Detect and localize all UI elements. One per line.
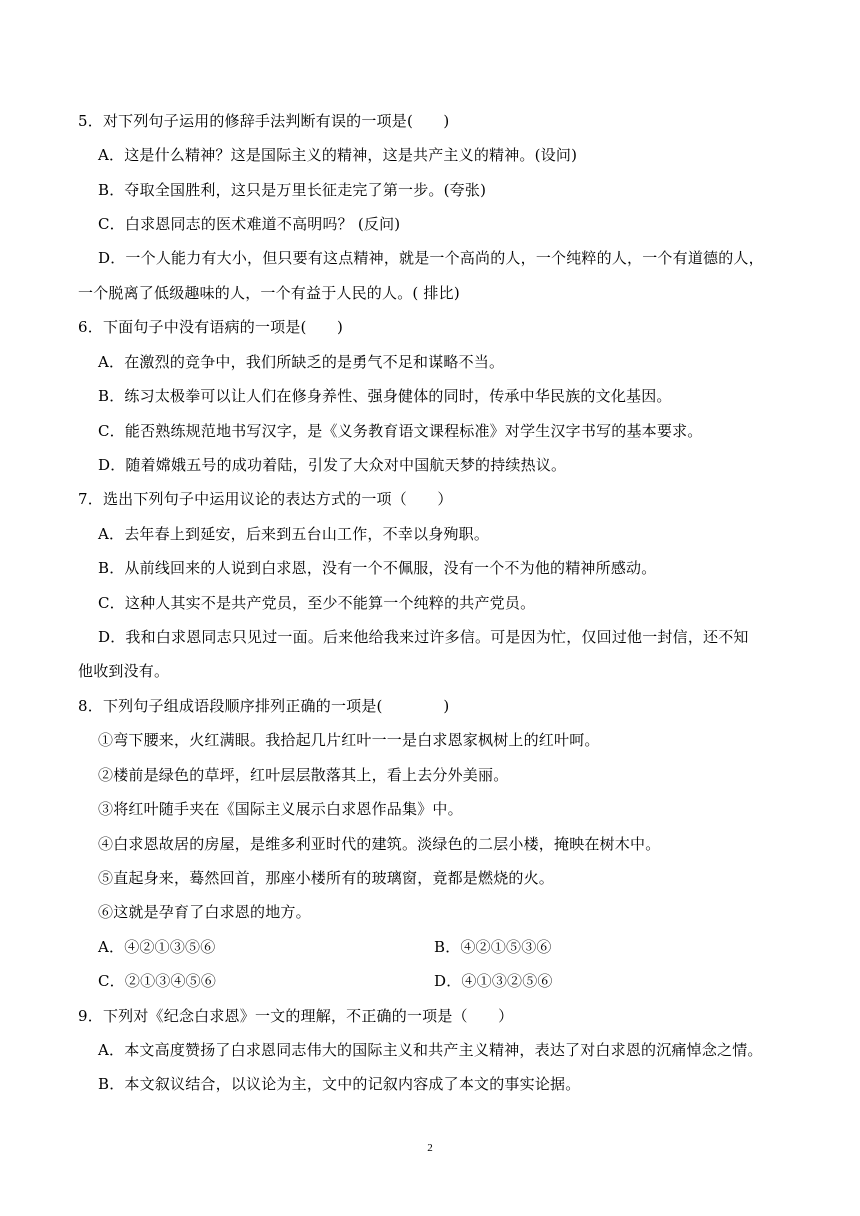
question-7-option-c: C．这种人其实不是共产党员，至少不能算一个纯粹的共产党员。 [98,594,536,612]
question-8-sentence-3: ③将红叶随手夹在《国际主义展示白求恩作品集》中。 [98,800,463,818]
question-8-option-b: B．④②①⑤③⑥ [434,938,552,956]
question-6-option-d: D．随着嫦娥五号的成功着陆，引发了大众对中国航天梦的持续热议。 [98,456,567,474]
question-8-sentence-5: ⑤直起身来，蓦然回首，那座小楼所有的玻璃窗，竟都是燃烧的火。 [98,869,555,887]
question-5-option-d-line2: 一个脱离了低级趣味的人，一个有益于人民的人。( 排比) [78,284,460,302]
question-8-sentence-4: ④白求恩故居的房屋，是维多利亚时代的建筑。淡绿色的二层小楼，掩映在树木中。 [98,835,661,853]
question-8-option-d: D．④①③②⑤⑥ [434,972,553,990]
question-5-option-a: A．这是什么精神？这是国际主义的精神，这是共产主义的精神。(设问) [98,146,578,164]
question-7-option-b: B．从前线回来的人说到白求恩，没有一个不佩服，没有一个不为他的精神所感动。 [98,559,657,577]
question-8-stem: 8．下列句子组成语段顺序排列正确的一项是( ) [78,697,450,715]
question-6-option-a: A．在激烈的竞争中，我们所缺乏的是勇气不足和谋略不当。 [98,353,505,371]
question-8-sentence-1: ①弯下腰来，火红满眼。我拾起几片红叶一一是白求恩家枫树上的红叶呵。 [98,731,600,749]
question-7-option-d-line2: 他收到没有。 [78,662,170,680]
question-5-option-c: C．白求恩同志的医术难道不高明吗？ (反问) [98,215,401,233]
question-9-option-b: B．本文叙议结合，以议论为主，文中的记叙内容成了本文的事实论据。 [98,1075,581,1093]
question-8-option-a: A．④②①③⑤⑥ [98,938,216,956]
question-7-stem: 7．选出下列句子中运用议论的表达方式的一项（ ） [78,490,453,508]
question-8-sentence-2: ②楼前是绿色的草坪，红叶层层散落其上，看上去分外美丽。 [98,766,509,784]
question-9-option-a: A．本文高度赞扬了白求恩同志伟大的国际主义和共产主义精神，表达了对白求恩的沉痛悼念之情。 [98,1041,763,1059]
question-6-option-c: C．能否熟练规范地书写汉字，是《义务教育语文课程标准》对学生汉字书写的基本要求。 [98,422,703,440]
question-8-sentence-6: ⑥这就是孕育了白求恩的地方。 [98,903,311,921]
question-5-stem: 5．对下列句子运用的修辞手法判断有误的一项是( ) [78,112,450,130]
question-6-option-b: B．练习太极拳可以让人们在修身养性、强身健体的同时，传承中华民族的文化基因。 [98,387,672,405]
question-5-option-b: B．夺取全国胜利，这只是万里长征走完了第一步。(夸张) [98,181,487,199]
question-6-stem: 6．下面句子中没有语病的一项是( ) [78,318,344,336]
page-number: 2 [427,1142,433,1154]
question-7-option-d-line1: D．我和白求恩同志只见过一面。后来他给我来过许多信。可是因为忙，仅回过他一封信，还不知 [98,628,749,646]
question-9-stem: 9．下列对《纪念白求恩》一文的理解，不正确的一项是（ ） [78,1007,514,1025]
question-7-option-a: A．去年春上到延安，后来到五台山工作，不幸以身殉职。 [98,525,490,543]
question-5-option-d-line1: D．一个人能力有大小，但只要有这点精神，就是一个高尚的人，一个纯粹的人，一个有道德的人， [98,249,764,267]
question-8-option-c: C．②①③④⑤⑥ [98,972,217,990]
